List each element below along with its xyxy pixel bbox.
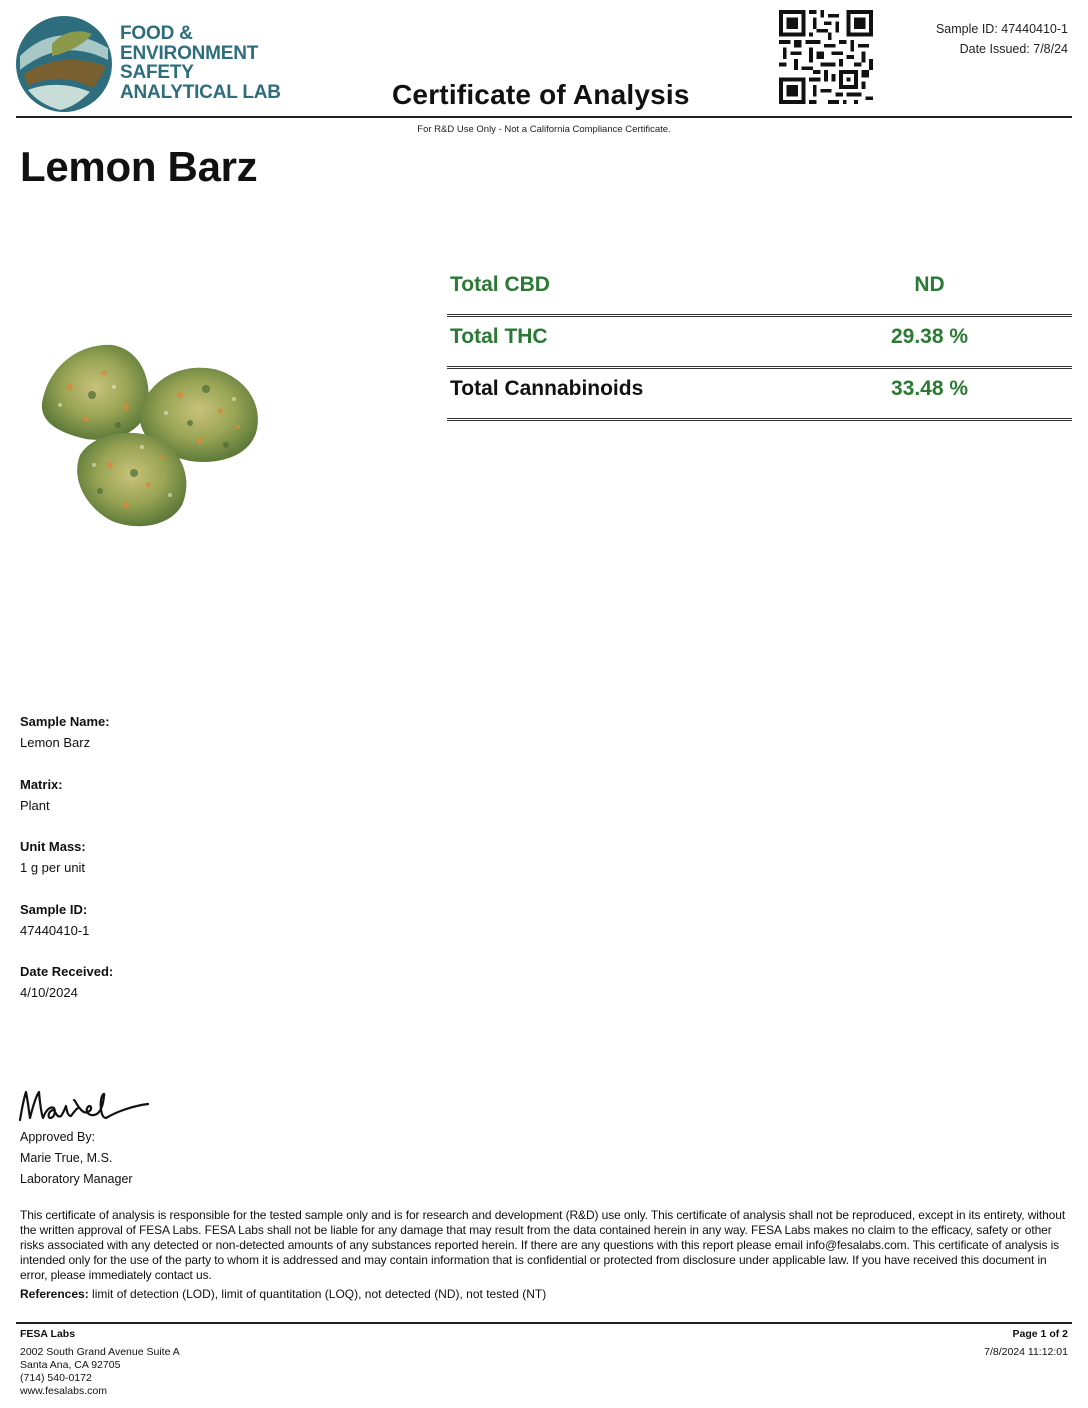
summary-value: ND xyxy=(914,273,945,296)
info-label: Unit Mass: xyxy=(20,839,86,854)
footer-website[interactable]: www.fesalabs.com xyxy=(20,1385,107,1397)
info-value: 1 g per unit xyxy=(20,860,86,875)
approver-name: Marie True, M.S. xyxy=(20,1151,113,1165)
info-label: Date Received: xyxy=(20,964,114,979)
summary-row-total-cannabinoids xyxy=(447,369,1072,421)
summary-label: Total CBD xyxy=(450,273,550,296)
info-label: Matrix: xyxy=(20,776,63,792)
document-meta xyxy=(936,19,1068,59)
footer-company: FESA Labs xyxy=(20,1328,76,1340)
logo-line: ANALYTICAL LAB xyxy=(120,81,281,103)
info-value: Plant xyxy=(20,797,50,813)
legal-disclaimer: This certificate of analysis is responsible for the tested sample only and is for research and development (R&D) use only. This certificate of analysis shall not be reproduced, except in its entirety, without the written approval of FESA Labs. FESA Labs shall not be liable for any damage that may result from the data contained herein in any way. FESA Labs makes no claim to the efficacy, safety or other risks associated with any detected or non-detected amounts of any substances reported herein. If there are any questions with this report please email info@fesalabs.com. This certificate of analysis is intended only for the use of the party to whom it is addressed and may contain information that is confidential or protected from disclosure under applicable law. If you have received this document in error, please immediately contact us. xyxy=(20,1208,1066,1282)
info-value: 4/10/2024 xyxy=(20,985,78,1000)
compliance-disclaimer: For R&D Use Only - Not a California Compliance Certificate. xyxy=(417,124,671,135)
product-photo xyxy=(30,315,280,545)
footer-divider xyxy=(16,1322,1072,1324)
references-label: References: xyxy=(20,1287,89,1301)
footer-address-line: Santa Ana, CA 92705 xyxy=(20,1359,121,1371)
qr-code[interactable] xyxy=(779,10,873,104)
approved-by-label: Approved By: xyxy=(20,1130,96,1144)
approver-role: Laboratory Manager xyxy=(20,1172,133,1186)
info-label: Sample ID: xyxy=(20,901,88,917)
references-text: limit of detection (LOD), limit of quantitation (LOQ), not detected (ND), not tested (NT) xyxy=(88,1287,547,1301)
logo-line: FOOD & xyxy=(120,23,193,44)
summary-label: Total Cannabinoids xyxy=(450,377,644,400)
footer-phone: (714) 540-0172 xyxy=(20,1372,92,1384)
document-title: Certificate of Analysis xyxy=(392,79,690,110)
header-date-issued: Date Issued: 7/8/24 xyxy=(959,42,1068,56)
summary-label: Total THC xyxy=(450,325,548,348)
summary-row-total-cbd xyxy=(447,265,1072,317)
cannabinoid-summary xyxy=(447,265,1072,421)
references xyxy=(20,1287,546,1301)
info-value: 47440410-1 xyxy=(20,922,90,938)
logo-line: ENVIRONMENT xyxy=(120,42,259,64)
footer-contact xyxy=(20,1328,180,1398)
header-divider xyxy=(16,116,1072,118)
logo-wordmark xyxy=(120,24,281,102)
info-matrix xyxy=(20,776,420,839)
approver-signature xyxy=(16,1082,151,1127)
footer-address-line: 2002 South Grand Avenue Suite A xyxy=(20,1346,180,1358)
info-sample-id xyxy=(20,901,420,964)
info-unit-mass xyxy=(20,838,420,901)
summary-row-total-thc xyxy=(447,317,1072,369)
info-sample-name xyxy=(20,713,420,776)
summary-value: 29.38 % xyxy=(890,325,969,348)
page-number: Page 1 of 2 xyxy=(1012,1328,1068,1340)
logo-line: SAFETY xyxy=(120,62,194,83)
product-name: Lemon Barz xyxy=(20,143,258,190)
footer-page-info xyxy=(984,1328,1068,1359)
sample-info xyxy=(20,713,420,1026)
info-date-received xyxy=(20,963,420,1026)
info-label: Sample Name: xyxy=(20,714,110,729)
footer-timestamp: 7/8/2024 11:12:01 xyxy=(984,1346,1068,1358)
lab-logo xyxy=(14,14,114,114)
approval-block xyxy=(20,1127,133,1190)
summary-value: 33.48 % xyxy=(890,377,969,400)
header-sample-id: Sample ID: 47440410-1 xyxy=(935,22,1068,36)
info-value: Lemon Barz xyxy=(20,735,91,750)
